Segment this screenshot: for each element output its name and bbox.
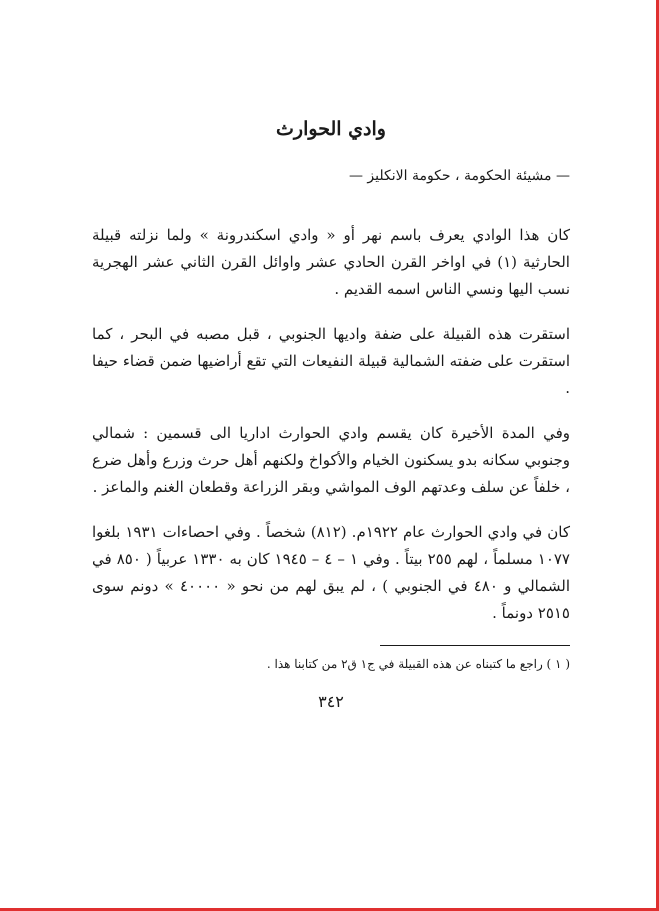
paragraph-2: استقرت هذه القبيلة على ضفة واديها الجنوبي ، قبل مصبه في البحر ، كما استقرت على ضفته الشمالية قبيلة النفيعات التي تقع أراضيها ضمن قضاء حيفا . xyxy=(92,325,570,397)
page-content xyxy=(92,110,570,711)
footnote: ( ١ ) راجع ما كتبناه عن هذه القبيلة في ج١ ق٢ من كتابنا هذا . xyxy=(266,657,570,671)
page-number: ٣٤٢ xyxy=(318,692,344,711)
paragraph-4: كان في وادي الحوارث عام ١٩٢٢م. (٨١٢) شخصاً . وفي احصاءات ١٩٣١ بلغوا ١٠٧٧ مسلماً ، لهم ٢٥٥ بيتاً . وفي ١ – ٤ – ١٩٤٥ كان به ١٣٣٠ عربياً ( ٨٥٠ في الشمالي و ٤٨٠ في الجنوبي ) ، لم يبق لهم من نحو « ٤٠٠٠٠ » دونم سوى ٢٥١٥ دونماً . xyxy=(92,523,571,622)
paragraph-1: كان هذا الوادي يعرف باسم نهر أو « وادي اسكندرونة » ولما نزلته قبيلة الحارثية (١) في اواخر القرن الحادي عشر واوائل القرن الثاني عشر الهجرية نسب اليها ونسي الناس اسمه القديم . xyxy=(92,226,570,298)
paragraph-3: وفي المدة الأخيرة كان يقسم وادي الحوارث اداريا الى قسمين : شمالي وجنوبي سكانه بدو يسكنون الخيام والأكواخ ولكنهم أهل حرث وزرع وأهل ضرع ، خلفاً عن سلف وعدتهم الوف المواشي وبقر الزراعة وقطعان الغنم والماعز . xyxy=(92,424,570,496)
footnote-divider xyxy=(380,645,570,646)
page-title: وادي الحوارث xyxy=(276,118,386,140)
page-subtitle: — مشيئة الحكومة ، حكومة الانكليز — xyxy=(348,168,570,184)
